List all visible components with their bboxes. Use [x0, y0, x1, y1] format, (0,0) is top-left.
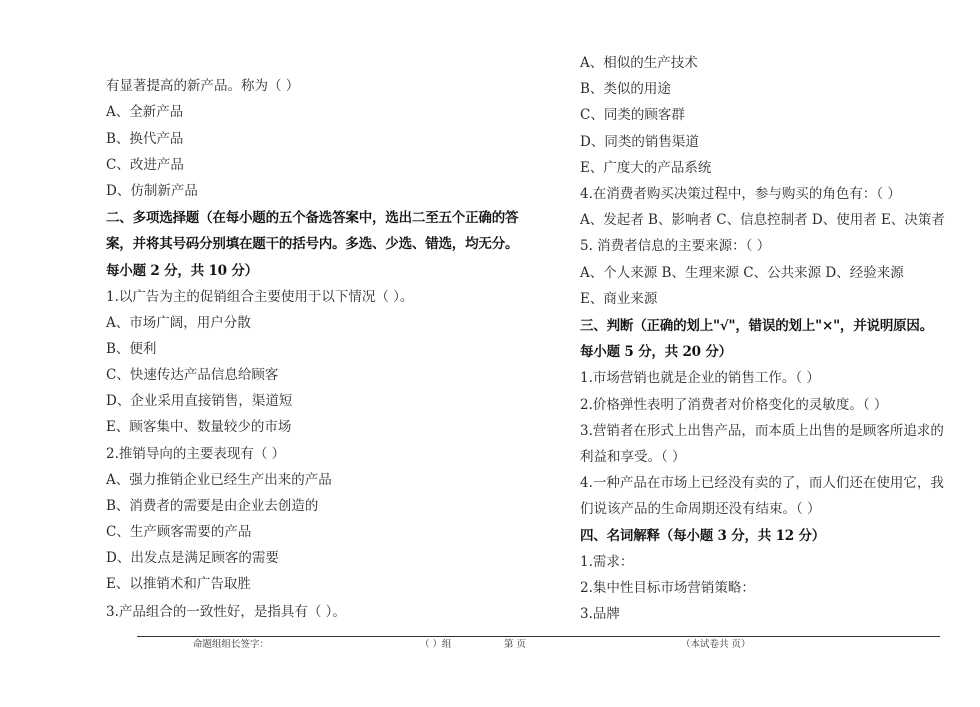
question-line: 3.产品组合的一致性好，是指具有（ ）。	[106, 604, 346, 620]
question-line: D、仿制新产品	[106, 183, 198, 199]
section-heading: 二、多项选择题（在每小题的五个备选答案中，选出二至五个正确的答	[106, 210, 519, 226]
question-line: 3.营销者在形式上出售产品，而本质上出售的是顾客所追求的	[580, 423, 944, 439]
question-line: 2.价格弹性表明了消费者对价格变化的灵敏度。（ ）	[580, 397, 888, 413]
question-line: 4.一种产品在市场上已经没有卖的了，而人们还在使用它，我	[580, 475, 944, 491]
question-line: B、换代产品	[106, 131, 184, 147]
question-line: 利益和享受。（ ）	[580, 449, 686, 465]
question-line: A、发起者 B、影响者 C、信息控制者 D、使用者 E、决策者	[580, 212, 945, 228]
question-line: C、同类的顾客群	[580, 107, 685, 123]
section-heading: 每小题 2 分，共 10 分）	[106, 263, 258, 279]
question-line: E、以推销术和广告取胜	[106, 576, 251, 592]
question-line: E、商业来源	[580, 291, 658, 307]
question-line: 4.在消费者购买决策过程中，参与购买的角色有：（ ）	[580, 186, 901, 202]
question-line: A、强力推销企业已经生产出来的产品	[106, 472, 332, 488]
question-line: C、改进产品	[106, 157, 184, 173]
section-heading: 四、名词解释（每小题 3 分，共 12 分）	[580, 528, 826, 544]
question-line: 2.集中性目标市场营销策略：	[580, 580, 755, 596]
question-line: B、类似的用途	[580, 81, 671, 97]
question-line: A、个人来源 B、生理来源 C、公共来源 D、经验来源	[580, 265, 904, 281]
question-line: A、市场广阔，用户分散	[106, 315, 251, 331]
question-line: 1.市场营销也就是企业的销售工作。（ ）	[580, 370, 820, 386]
question-line: 2.推销导向的主要表现有（ ）	[106, 446, 286, 462]
question-line: B、消费者的需要是由企业去创造的	[106, 498, 319, 514]
question-line: D、同类的销售渠道	[580, 134, 699, 150]
question-line: D、出发点是满足顾客的需要	[106, 550, 279, 566]
question-line: E、广度大的产品系统	[580, 160, 712, 176]
question-line: 3.品牌	[580, 606, 620, 622]
question-line: 1.以广告为主的促销组合主要使用于以下情况（ ）。	[106, 289, 414, 305]
section-heading: 案，并将其号码分别填在题干的括号内。多选、少选、错选，均无分。	[106, 236, 519, 252]
question-line: A、相似的生产技术	[580, 55, 698, 71]
question-line: E、顾客集中、数量较少的市场	[106, 419, 292, 435]
section-heading: 三、判断（正确的划上"√"，错误的划上"×"，并说明原因。	[580, 318, 934, 334]
question-line: A、全新产品	[106, 104, 184, 120]
question-line: C、生产顾客需要的产品	[106, 524, 252, 540]
question-line: 们说该产品的生命周期还没有结束。（ ）	[580, 501, 821, 517]
question-line: 有显著提高的新产品。称为（ ）	[106, 78, 300, 94]
footer-divider	[137, 636, 940, 637]
footer-group: （ ）组	[420, 639, 452, 650]
question-line: B、便利	[106, 341, 157, 357]
footer-total: （本试卷共 页）	[681, 639, 751, 650]
section-heading: 每小题 5 分，共 20 分）	[580, 344, 732, 360]
footer-page: 第 页	[504, 639, 527, 650]
footer-signature: 命题组组长签字：	[193, 639, 270, 650]
question-line: 5. 消费者信息的主要来源：（ ）	[580, 238, 771, 254]
question-line: 1.需求：	[580, 554, 634, 570]
question-line: C、快速传达产品信息给顾客	[106, 367, 279, 383]
question-line: D、企业采用直接销售，渠道短	[106, 393, 293, 409]
